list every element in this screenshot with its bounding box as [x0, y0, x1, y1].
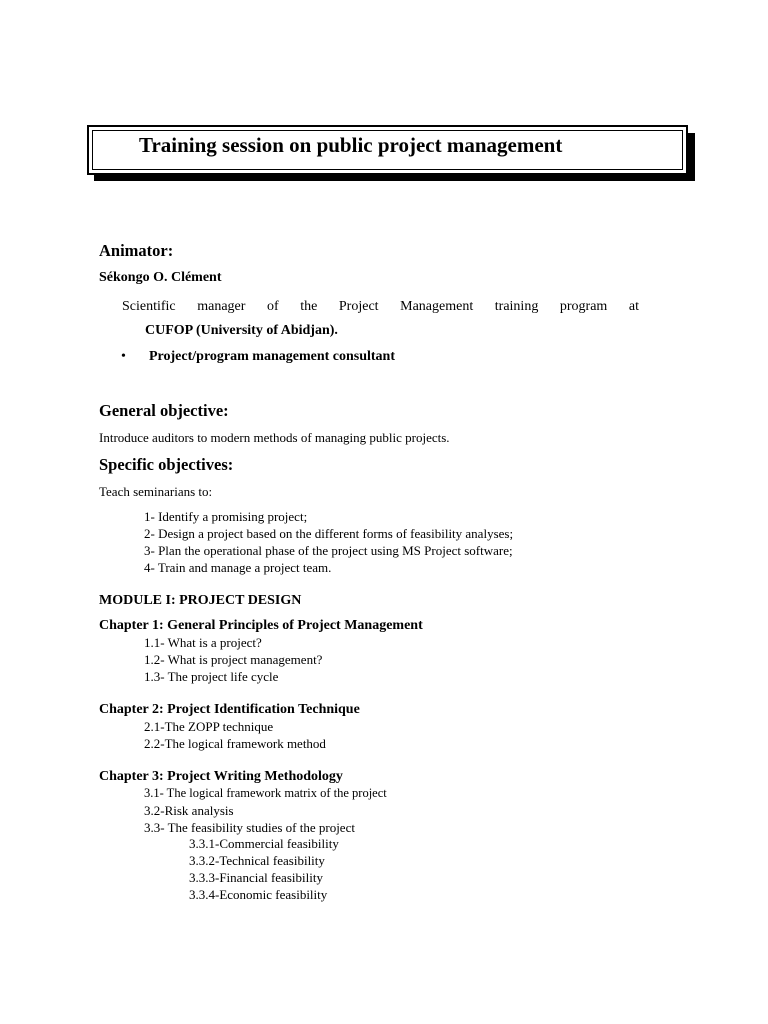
chapter-subitem: 3.3.4-Economic feasibility [189, 887, 328, 902]
chapter-title: Chapter 1: General Principles of Project Management [99, 618, 423, 633]
chapter-item: 1.3- The project life cycle [144, 669, 279, 684]
chapter-item: 3.3- The feasibility studies of the project [144, 820, 355, 835]
general-objective-text: Introduce auditors to modern methods of managing public projects. [99, 430, 450, 445]
document-title: Training session on public project management [139, 133, 563, 157]
chapter-subitem: 3.3.2-Technical feasibility [189, 853, 325, 868]
module-title: MODULE I: PROJECT DESIGN [99, 593, 302, 608]
general-objective-heading: General objective: [99, 401, 229, 420]
chapter-item: 3.2-Risk analysis [144, 803, 234, 818]
chapter-subitem: 3.3.3-Financial feasibility [189, 870, 323, 885]
animator-name: Sékongo O. Clément [99, 270, 222, 285]
objective-item: 3- Plan the operational phase of the project using MS Project software; [144, 543, 513, 558]
animator-role-line1: Scientific manager of the Project Management training program at [122, 299, 639, 314]
objective-item: 2- Design a project based on the different forms of feasibility analyses; [144, 526, 514, 541]
animator-bullet-text: Project/program management consultant [149, 349, 395, 364]
chapter-item: 3.1- The logical framework matrix of the project [144, 786, 387, 800]
chapter-title: Chapter 2: Project Identification Technique [99, 702, 360, 717]
animator-heading: Animator: [99, 241, 174, 260]
objective-item: 4- Train and manage a project team. [144, 560, 332, 575]
chapter-item: 2.1-The ZOPP technique [144, 719, 274, 734]
specific-objectives-intro: Teach seminarians to: [99, 484, 213, 499]
specific-objectives-heading: Specific objectives: [99, 455, 234, 474]
animator-role-line2: CUFOP (University of Abidjan). [145, 323, 338, 338]
chapter-title: Chapter 3: Project Writing Methodology [99, 769, 343, 784]
chapter-item: 1.1- What is a project? [144, 635, 262, 650]
chapter-subitem: 3.3.1-Commercial feasibility [189, 836, 339, 851]
chapter-item: 2.2-The logical framework method [144, 736, 326, 751]
objective-item: 1- Identify a promising project; [144, 509, 308, 524]
bullet-icon: • [121, 349, 126, 364]
chapter-item: 1.2- What is project management? [144, 652, 323, 667]
